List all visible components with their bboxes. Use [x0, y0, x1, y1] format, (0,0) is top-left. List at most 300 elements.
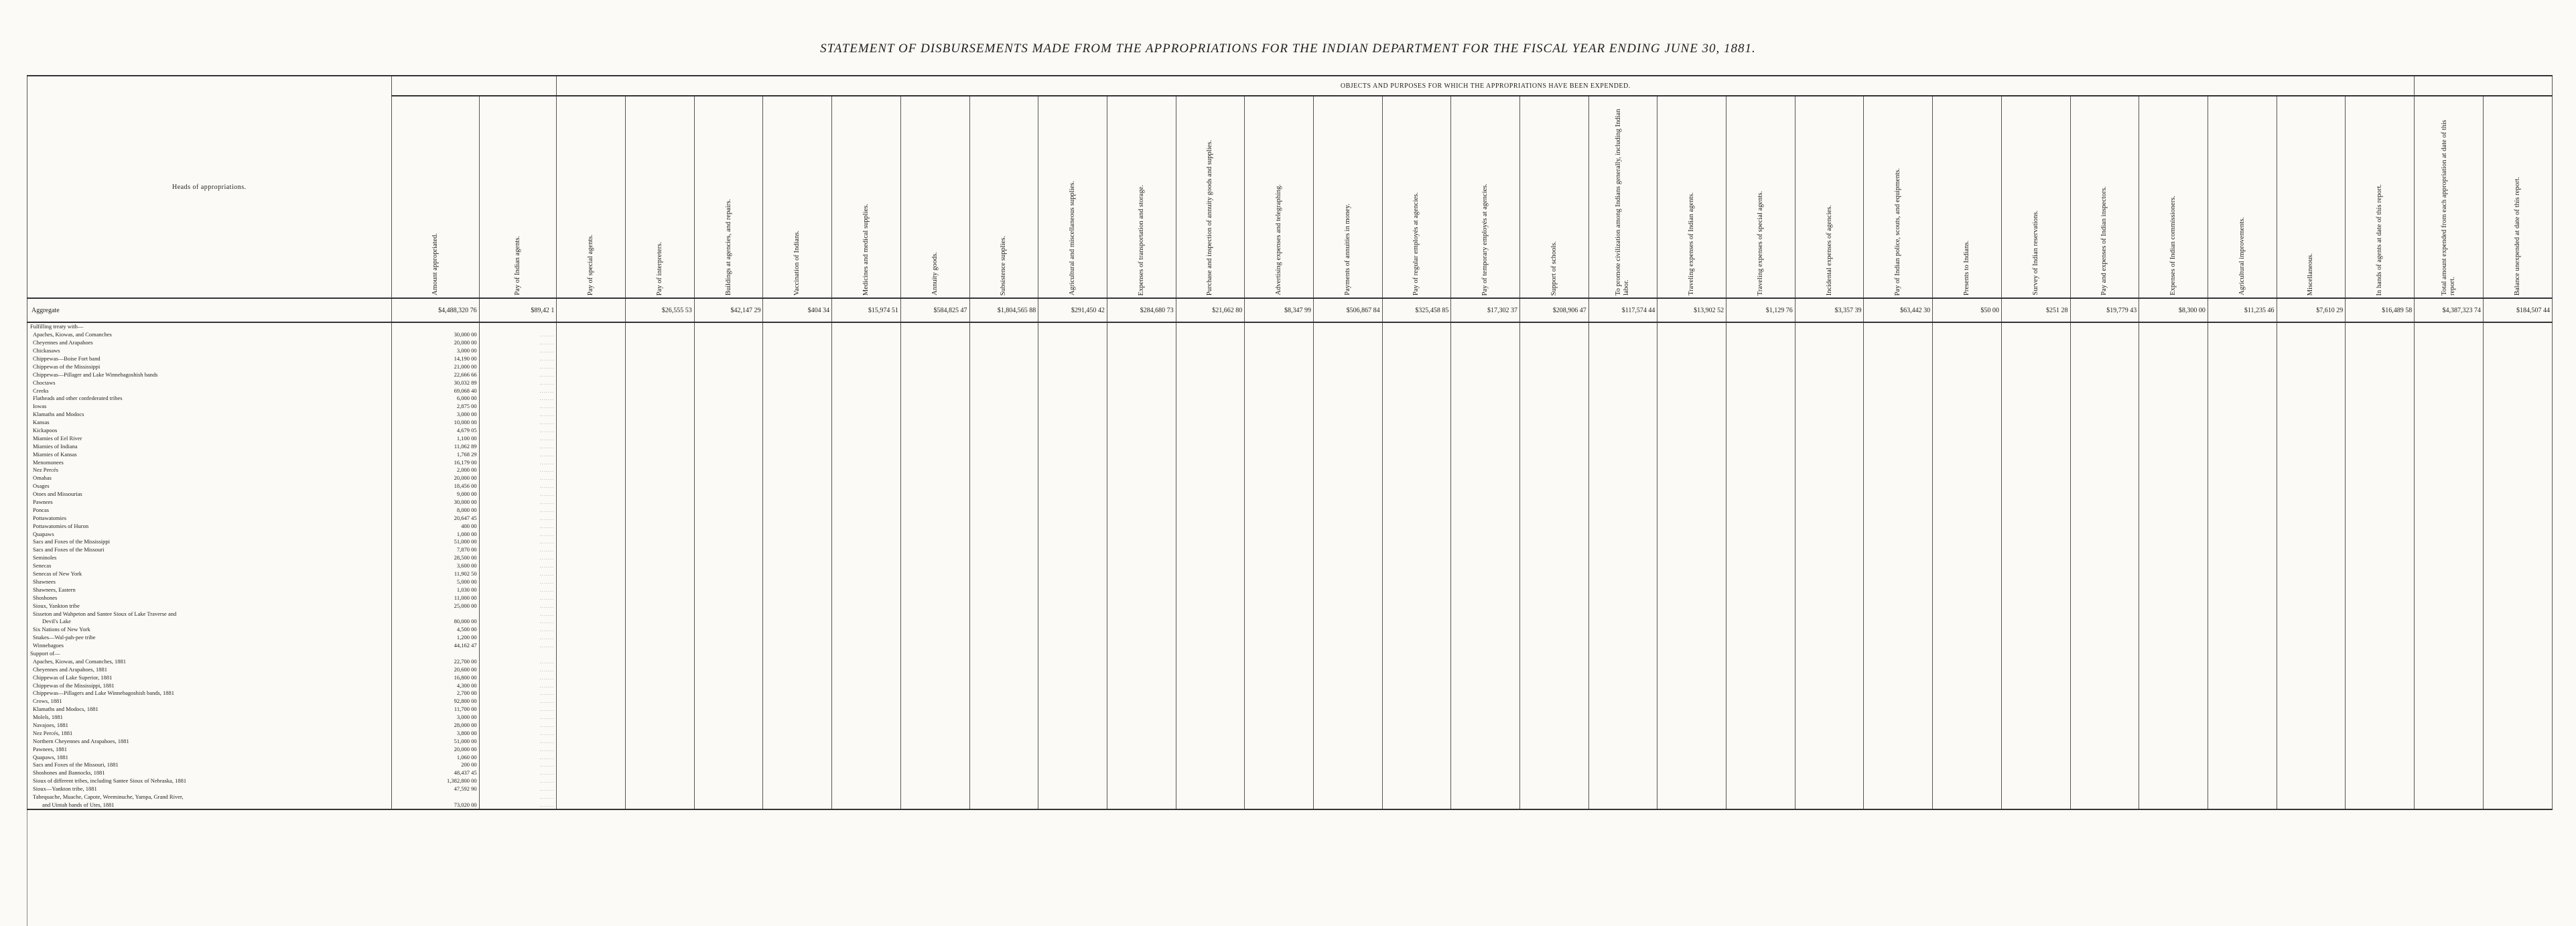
table-cell	[1038, 538, 1107, 546]
aggregate-cell: $8,347 99	[1245, 298, 1314, 322]
table-cell	[1588, 331, 1657, 339]
table-cell	[694, 801, 763, 809]
table-cell	[1176, 450, 1245, 458]
table-cell	[1726, 610, 1795, 618]
table-cell	[1657, 689, 1726, 698]
table-cell	[1382, 499, 1451, 507]
table-cell	[1864, 785, 1933, 793]
table-cell	[2070, 522, 2139, 530]
table-cell	[626, 379, 695, 387]
table-cell	[1657, 793, 1726, 801]
table-cell	[2139, 474, 2208, 482]
table-cell	[1588, 602, 1657, 610]
table-cell	[2415, 777, 2484, 785]
table-cell	[1588, 474, 1657, 482]
table-cell	[2346, 562, 2415, 570]
table-cell	[1657, 538, 1726, 546]
table-cell	[1657, 634, 1726, 642]
table-cell: 20,000 00	[391, 339, 479, 347]
table-cell	[832, 450, 901, 458]
table-cell	[1382, 419, 1451, 427]
table-cell: .......	[479, 403, 557, 411]
table-cell	[969, 419, 1038, 427]
table-cell	[1933, 761, 2002, 769]
table-cell	[2070, 331, 2139, 339]
table-cell	[832, 681, 901, 689]
table-cell	[1382, 546, 1451, 554]
table-cell	[626, 594, 695, 602]
table-cell	[1382, 570, 1451, 578]
table-cell	[1933, 706, 2002, 714]
table-cell	[1176, 339, 1245, 347]
table-cell	[900, 777, 969, 785]
table-cell	[900, 594, 969, 602]
table-cell	[1588, 586, 1657, 594]
table-cell	[1245, 339, 1314, 347]
table-cell	[694, 570, 763, 578]
table-cell	[1588, 355, 1657, 363]
table-cell	[1726, 722, 1795, 730]
table-cell	[2208, 490, 2277, 499]
table-cell	[832, 610, 901, 618]
table-cell	[1864, 387, 1933, 395]
table-cell	[2277, 403, 2346, 411]
table-cell	[557, 753, 626, 761]
table-cell	[2346, 347, 2415, 355]
table-cell	[626, 355, 695, 363]
table-cell	[626, 618, 695, 626]
table-cell	[1726, 522, 1795, 530]
table-cell	[1657, 474, 1726, 482]
table-cell	[2277, 657, 2346, 665]
table-cell	[1520, 395, 1589, 403]
table-cell	[1520, 793, 1589, 801]
table-cell: .......	[479, 522, 557, 530]
table-cell	[1864, 362, 1933, 371]
table-cell	[2277, 538, 2346, 546]
table-cell	[2208, 411, 2277, 419]
table-cell	[1864, 506, 1933, 514]
aggregate-row	[27, 298, 2553, 322]
table-cell	[557, 530, 626, 538]
table-cell	[1795, 450, 1864, 458]
table-cell	[1382, 761, 1451, 769]
table-cell	[1038, 722, 1107, 730]
table-cell	[1726, 434, 1795, 442]
table-cell	[1176, 474, 1245, 482]
table-row	[27, 362, 2553, 371]
table-cell	[2483, 458, 2552, 466]
table-cell	[763, 586, 832, 594]
table-cell	[969, 729, 1038, 737]
table-cell	[1795, 482, 1864, 490]
table-cell	[1657, 490, 1726, 499]
section-row	[27, 650, 2553, 658]
table-cell	[1795, 745, 1864, 753]
table-cell	[1726, 618, 1795, 626]
table-cell	[2277, 729, 2346, 737]
table-cell	[557, 427, 626, 435]
table-cell	[1107, 745, 1176, 753]
table-cell	[1795, 626, 1864, 634]
table-cell	[2139, 362, 2208, 371]
table-cell	[2415, 729, 2484, 737]
table-cell	[832, 714, 901, 722]
table-cell	[626, 673, 695, 681]
table-cell	[2346, 379, 2415, 387]
table-cell	[1795, 411, 1864, 419]
table-cell	[1245, 777, 1314, 785]
table-row	[27, 395, 2553, 403]
table-cell	[1520, 673, 1589, 681]
table-cell	[1107, 642, 1176, 650]
table-cell	[2415, 530, 2484, 538]
table-cell	[1176, 801, 1245, 809]
table-cell	[1176, 530, 1245, 538]
table-cell	[1107, 610, 1176, 618]
table-cell	[1176, 785, 1245, 793]
table-cell	[969, 761, 1038, 769]
table-cell: 16,179 00	[391, 458, 479, 466]
table-row	[27, 769, 2553, 777]
table-cell	[832, 753, 901, 761]
table-cell	[832, 355, 901, 363]
table-cell	[2277, 490, 2346, 499]
table-cell	[1176, 657, 1245, 665]
table-cell	[1107, 761, 1176, 769]
table-cell	[557, 769, 626, 777]
table-cell	[1520, 499, 1589, 507]
table-cell	[1933, 442, 2002, 450]
table-cell	[2001, 626, 2070, 634]
table-cell	[2001, 419, 2070, 427]
table-cell	[1176, 554, 1245, 562]
table-cell	[1933, 499, 2002, 507]
table-cell	[1038, 706, 1107, 714]
table-cell	[2001, 427, 2070, 435]
appropriation-head: Nez Percés, 1881	[27, 729, 392, 737]
table-cell	[2139, 522, 2208, 530]
appropriation-head: Chickasaws	[27, 347, 392, 355]
table-cell	[832, 554, 901, 562]
table-cell	[1451, 419, 1520, 427]
table-cell	[2139, 419, 2208, 427]
table-cell: .......	[479, 722, 557, 730]
table-row	[27, 562, 2553, 570]
table-cell	[2208, 499, 2277, 507]
table-cell	[557, 419, 626, 427]
table-cell	[694, 362, 763, 371]
table-cell	[2070, 610, 2139, 618]
table-cell	[2483, 698, 2552, 706]
table-cell	[1382, 466, 1451, 474]
table-cell	[969, 578, 1038, 586]
table-cell	[1176, 610, 1245, 618]
column-header: Pay of Indian agents.	[479, 96, 557, 298]
table-cell	[2277, 761, 2346, 769]
table-cell	[1451, 650, 1520, 658]
table-cell	[2139, 562, 2208, 570]
table-cell	[2001, 722, 2070, 730]
table-cell	[1038, 698, 1107, 706]
table-cell	[1176, 379, 1245, 387]
table-cell	[1657, 714, 1726, 722]
table-cell	[1038, 729, 1107, 737]
table-cell	[1038, 745, 1107, 753]
table-cell	[763, 642, 832, 650]
table-cell	[900, 538, 969, 546]
table-cell	[1451, 322, 1520, 331]
table-cell	[1933, 634, 2002, 642]
table-cell	[1520, 626, 1589, 634]
table-cell: 22,700 00	[391, 657, 479, 665]
table-cell	[1795, 514, 1864, 522]
table-cell	[2208, 689, 2277, 698]
table-cell	[969, 395, 1038, 403]
table-cell: 4,300 00	[391, 681, 479, 689]
table-cell	[694, 347, 763, 355]
table-cell	[900, 403, 969, 411]
table-cell: 9,000 00	[391, 490, 479, 499]
table-cell	[1864, 331, 1933, 339]
table-cell	[2070, 769, 2139, 777]
table-cell	[2139, 578, 2208, 586]
table-cell	[2277, 387, 2346, 395]
column-header: Expenses of Indian commissioners.	[2139, 96, 2208, 298]
table-cell	[1588, 546, 1657, 554]
table-cell	[2001, 514, 2070, 522]
table-cell	[1795, 322, 1864, 331]
table-cell	[1382, 769, 1451, 777]
table-cell	[2346, 578, 2415, 586]
table-cell	[1107, 371, 1176, 379]
table-cell	[969, 698, 1038, 706]
table-cell	[832, 522, 901, 530]
table-cell	[2277, 753, 2346, 761]
table-cell	[1864, 434, 1933, 442]
table-cell	[1313, 339, 1382, 347]
table-cell	[2139, 331, 2208, 339]
table-cell	[1933, 474, 2002, 482]
table-cell	[1726, 371, 1795, 379]
table-cell	[1726, 706, 1795, 714]
table-cell	[1726, 745, 1795, 753]
table-cell	[2277, 610, 2346, 618]
appropriation-head: Creeks	[27, 387, 392, 395]
table-cell	[1382, 673, 1451, 681]
table-cell	[1245, 657, 1314, 665]
table-cell: 18,456 00	[391, 482, 479, 490]
table-cell	[1795, 387, 1864, 395]
table-cell	[900, 642, 969, 650]
table-cell	[2483, 657, 2552, 665]
table-row	[27, 737, 2553, 745]
table-cell	[1657, 355, 1726, 363]
table-cell	[626, 769, 695, 777]
table-cell	[2208, 634, 2277, 642]
table-cell	[694, 777, 763, 785]
table-cell	[2483, 801, 2552, 809]
table-cell	[832, 442, 901, 450]
table-cell	[1864, 570, 1933, 578]
table-cell	[1382, 522, 1451, 530]
table-cell	[1588, 578, 1657, 586]
table-cell	[2001, 650, 2070, 658]
table-cell	[1382, 634, 1451, 642]
table-cell	[1864, 665, 1933, 673]
table-row	[27, 785, 2553, 793]
table-cell	[900, 665, 969, 673]
table-cell	[1726, 714, 1795, 722]
table-cell	[1107, 427, 1176, 435]
table-cell	[1588, 610, 1657, 618]
table-cell	[1107, 362, 1176, 371]
table-row	[27, 618, 2553, 626]
table-cell	[1864, 395, 1933, 403]
table-cell	[1520, 538, 1589, 546]
table-cell	[1588, 729, 1657, 737]
table-cell	[832, 434, 901, 442]
table-cell	[479, 650, 557, 658]
table-cell	[1795, 769, 1864, 777]
table-cell	[2139, 538, 2208, 546]
table-cell: 4,679 05	[391, 427, 479, 435]
table-cell	[2070, 355, 2139, 363]
appropriation-head: Kansas	[27, 419, 392, 427]
table-cell	[1451, 642, 1520, 650]
table-cell	[969, 411, 1038, 419]
table-cell	[1245, 362, 1314, 371]
appropriation-head: Flatheads and other confederated tribes	[27, 395, 392, 403]
table-cell	[1313, 681, 1382, 689]
table-cell	[1933, 411, 2002, 419]
table-cell: 3,000 00	[391, 347, 479, 355]
table-cell	[1657, 610, 1726, 618]
table-cell	[1451, 362, 1520, 371]
table-cell: .......	[479, 387, 557, 395]
table-cell	[2208, 522, 2277, 530]
table-cell	[1313, 634, 1382, 642]
table-cell	[1933, 602, 2002, 610]
table-cell	[2208, 554, 2277, 562]
table-cell	[626, 689, 695, 698]
table-cell	[694, 737, 763, 745]
table-cell	[2001, 347, 2070, 355]
table-cell	[2208, 714, 2277, 722]
table-cell	[1451, 554, 1520, 562]
table-cell	[694, 458, 763, 466]
table-cell	[1933, 419, 2002, 427]
table-cell	[900, 466, 969, 474]
table-cell	[2277, 665, 2346, 673]
table-row	[27, 499, 2553, 507]
table-cell	[2415, 490, 2484, 499]
table-cell	[626, 753, 695, 761]
table-cell	[832, 490, 901, 499]
table-cell	[1382, 339, 1451, 347]
table-cell	[832, 482, 901, 490]
table-cell	[832, 769, 901, 777]
table-cell	[2139, 753, 2208, 761]
table-cell: .......	[479, 793, 557, 801]
table-cell	[1107, 347, 1176, 355]
table-cell	[2415, 322, 2484, 331]
table-cell: .......	[479, 562, 557, 570]
table-cell	[1382, 379, 1451, 387]
table-cell	[763, 578, 832, 586]
table-cell	[900, 618, 969, 626]
table-cell	[1795, 466, 1864, 474]
table-cell: 11,700 00	[391, 706, 479, 714]
table-cell: 1,030 00	[391, 586, 479, 594]
table-cell	[1451, 514, 1520, 522]
table-cell	[1107, 403, 1176, 411]
table-cell	[1864, 586, 1933, 594]
table-cell	[1795, 522, 1864, 530]
table-cell	[626, 785, 695, 793]
table-cell	[969, 331, 1038, 339]
table-cell	[2415, 506, 2484, 514]
table-cell	[1038, 466, 1107, 474]
table-cell	[557, 698, 626, 706]
table-cell	[2070, 427, 2139, 435]
table-cell	[1933, 506, 2002, 514]
table-cell	[1382, 785, 1451, 793]
table-cell	[2415, 801, 2484, 809]
aggregate-cell: $251 28	[2001, 298, 2070, 322]
table-cell	[1313, 387, 1382, 395]
table-cell	[1038, 355, 1107, 363]
table-cell	[2208, 673, 2277, 681]
table-cell	[969, 514, 1038, 522]
table-cell	[969, 355, 1038, 363]
table-cell	[2415, 347, 2484, 355]
table-cell	[1451, 538, 1520, 546]
table-cell	[1313, 769, 1382, 777]
table-cell	[763, 442, 832, 450]
table-cell	[1107, 657, 1176, 665]
table-cell	[1726, 634, 1795, 642]
table-cell	[1933, 450, 2002, 458]
appropriation-head: Sisseton and Wahpeton and Santee Sioux of Lake Traverse and	[27, 610, 392, 618]
table-cell	[1176, 714, 1245, 722]
table-cell	[763, 355, 832, 363]
table-cell	[1107, 331, 1176, 339]
table-cell	[900, 434, 969, 442]
table-cell	[2070, 339, 2139, 347]
table-cell	[626, 570, 695, 578]
table-cell	[2070, 322, 2139, 331]
table-cell	[2277, 419, 2346, 427]
table-cell	[1933, 562, 2002, 570]
table-cell: 20,000 00	[391, 745, 479, 753]
table-cell	[2415, 610, 2484, 618]
table-cell	[1038, 506, 1107, 514]
table-cell	[1933, 387, 2002, 395]
table-cell	[1107, 530, 1176, 538]
table-cell	[2346, 714, 2415, 722]
table-cell	[2139, 395, 2208, 403]
table-cell	[1451, 714, 1520, 722]
table-cell: 1,060 00	[391, 753, 479, 761]
table-cell	[2415, 650, 2484, 658]
table-row	[27, 578, 2553, 586]
table-row	[27, 761, 2553, 769]
table-cell	[1245, 618, 1314, 626]
table-cell	[1038, 586, 1107, 594]
table-cell	[1520, 681, 1589, 689]
table-cell	[1933, 458, 2002, 466]
